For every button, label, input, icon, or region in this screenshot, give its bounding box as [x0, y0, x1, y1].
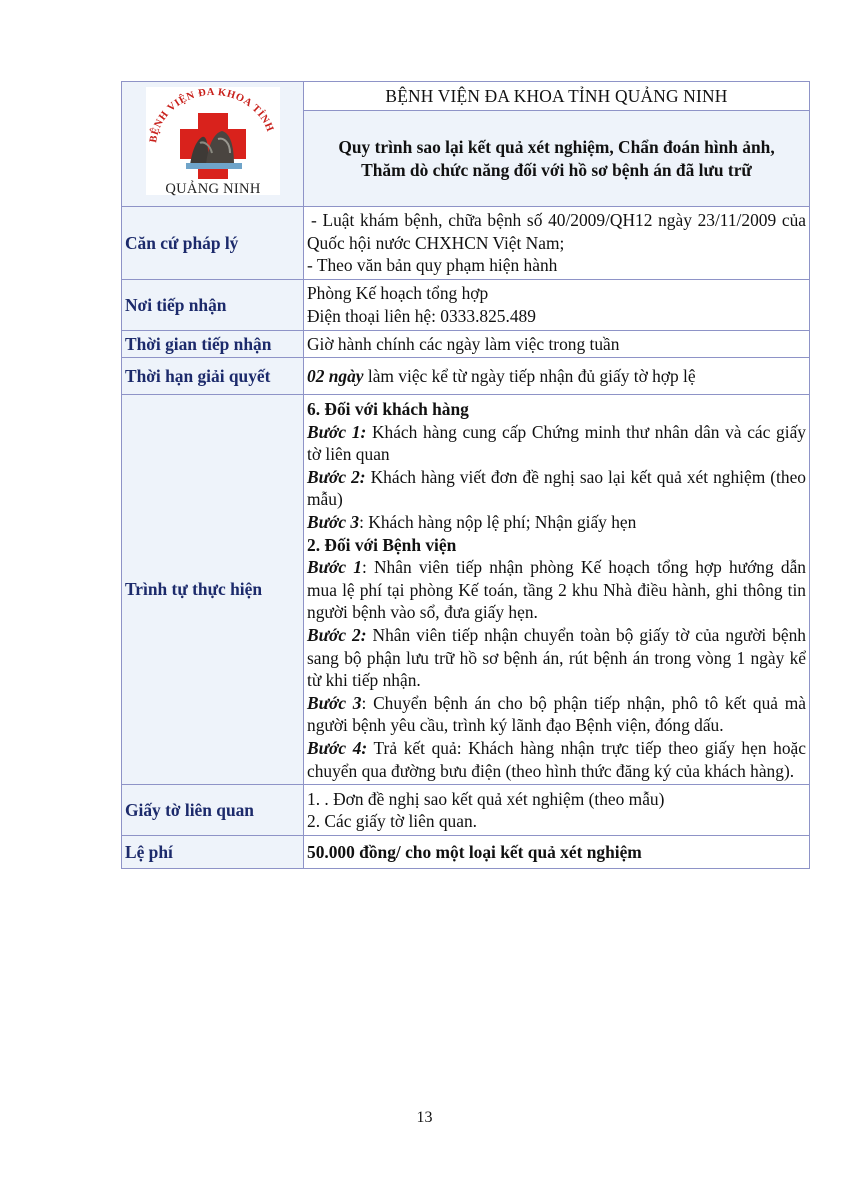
customer-heading: 6. Đối với khách hàng	[307, 399, 469, 419]
value-reception-place	[304, 280, 810, 331]
step-text: : Nhân viên tiếp nhận phòng Kế hoạch tổng hợp hướng dẫn mua lệ phí tại phòng Kế toán, tầng 2 khu Nhà điều hành, ghi thông tin người bệnh vào sổ, đưa giấy hẹn.	[307, 557, 806, 623]
step-text: Trả kết quả: Khách hàng nhận trực tiếp theo giấy hẹn hoặc chuyển qua đường bưu điện (theo hình thức đăng ký của khách hàng).	[307, 737, 806, 781]
step-label: Bước 3	[307, 511, 360, 532]
step-text: Khách hàng cung cấp Chứng minh thư nhân dân và các giấy tờ liên quan	[307, 421, 807, 465]
row-documents	[122, 785, 810, 836]
label-reception-time: Thời gian tiếp nhận	[122, 331, 304, 358]
label-legal-basis: Căn cứ pháp lý	[122, 207, 304, 280]
row-legal-basis	[122, 207, 810, 280]
value-procedure	[304, 395, 810, 785]
customer-step-3	[307, 511, 806, 534]
title-line-1: Quy trình sao lại kết quả xét nghiệm, Chẩn đoán hình ảnh,	[338, 137, 775, 158]
reception-place-line-1: Phòng Kế hoạch tổng hợp	[307, 283, 489, 304]
step-label: Bước 1	[307, 557, 362, 578]
value-deadline	[304, 358, 810, 395]
reception-phone: Điện thoại liên hệ: 0333.825.489	[307, 306, 536, 326]
page-number: 13	[416, 1109, 433, 1126]
deadline-rest: làm việc kể từ ngày tiếp nhận đủ giấy tờ hợp lệ	[363, 365, 696, 386]
procedure-table	[121, 81, 810, 869]
logo-bottom-text: QUẢNG NINH	[164, 181, 261, 198]
document-title	[304, 111, 810, 207]
hospital-step-1	[307, 556, 806, 624]
value-documents	[304, 785, 810, 836]
hospital-step-2	[307, 624, 806, 692]
label-reception-place: Nơi tiếp nhận	[122, 280, 304, 331]
customer-step-1	[307, 421, 806, 466]
step-text: Nhân viên tiếp nhận chuyển toàn bộ giấy tờ của người bệnh sang bộ phận lưu trữ hồ sơ bệnh án, rút bệnh án trong vòng 1 ngày kể từ khi tiếp nhận.	[307, 624, 806, 691]
label-documents: Giấy tờ liên quan	[122, 785, 304, 836]
documents-line-2: 2. Các giấy tờ liên quan.	[307, 811, 478, 832]
label-procedure: Trình tự thực hiện	[122, 395, 304, 785]
documents-line-1: 1. . Đơn đề nghị sao kết quả xét nghiệm (theo mẫu)	[307, 788, 665, 809]
row-reception-place	[122, 280, 810, 331]
row-procedure	[122, 395, 810, 785]
value-fee: 50.000 đồng/ cho một loại kết quả xét nghiệm	[304, 836, 810, 869]
legal-line-2: - Theo văn bản quy phạm hiện hành	[307, 255, 558, 276]
step-label: Bước 1:	[307, 421, 367, 442]
step-label: Bước 2:	[307, 624, 367, 645]
row-reception-time	[122, 331, 810, 358]
hospital-heading: 2. Đối với Bệnh viện	[307, 534, 457, 555]
value-legal-basis	[304, 207, 810, 280]
hospital-name: BỆNH VIỆN ĐA KHOA TỈNH QUẢNG NINH	[304, 82, 810, 111]
title-line-2: Thăm dò chức năng đối với hồ sơ bệnh án đã lưu trữ	[361, 159, 752, 180]
hospital-step-3	[307, 692, 806, 737]
hospital-step-4	[307, 737, 806, 782]
logo-arc-text: BỆNH VIỆN ĐA KHOA TỈNH	[147, 87, 275, 144]
step-text: : Khách hàng nộp lệ phí; Nhận giấy hẹn	[359, 511, 637, 532]
value-reception-time: Giờ hành chính các ngày làm việc trong tuần	[304, 331, 810, 358]
deadline-days: 02 ngày	[307, 365, 364, 386]
step-label: Bước 2:	[307, 466, 366, 487]
logo-cell	[122, 82, 304, 207]
step-label: Bước 3	[307, 692, 362, 713]
customer-step-2	[307, 466, 806, 511]
label-fee: Lệ phí	[122, 836, 304, 869]
step-text: Khách hàng viết đơn đề nghị sao lại kết quả xét nghiệm (theo mẫu)	[307, 466, 806, 510]
step-label: Bước 4:	[307, 737, 368, 758]
row-deadline	[122, 358, 810, 395]
label-deadline: Thời hạn giải quyết	[122, 358, 304, 395]
row-fee	[122, 836, 810, 869]
hospital-logo	[138, 83, 288, 199]
legal-line-1: - Luật khám bệnh, chữa bệnh số 40/2009/QH12 ngày 23/11/2009 của Quốc hội nước CHXHCN Việt Nam;	[307, 210, 806, 253]
step-text: : Chuyển bệnh án cho bộ phận tiếp nhận, phô tô kết quả mà người bệnh yêu cầu, trình ký lãnh đạo Bệnh viện, đóng dấu.	[307, 692, 806, 736]
